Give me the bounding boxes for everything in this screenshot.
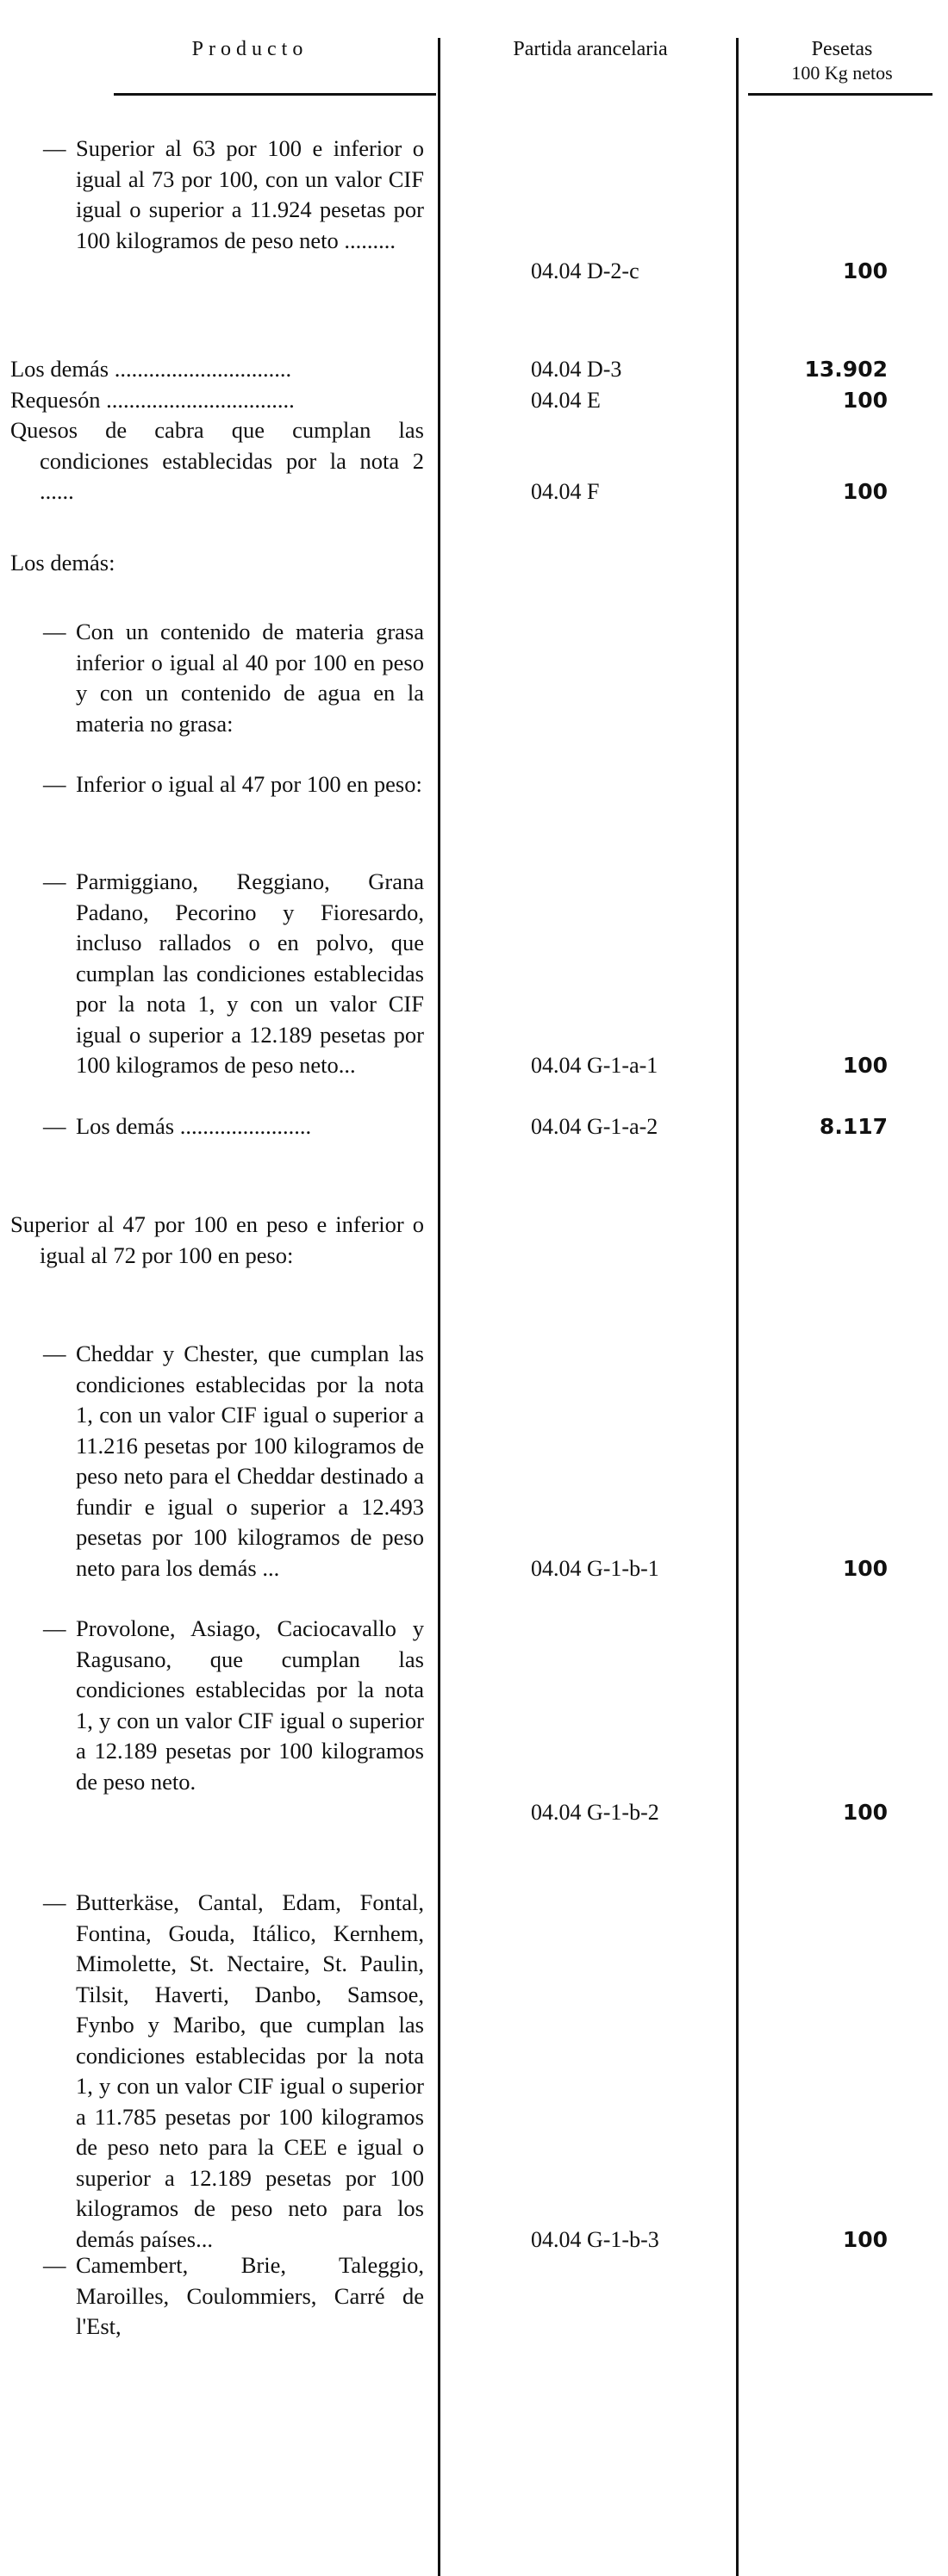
product-text: Quesos de cabra que cumplan las condiciones establecidas por la nota 2 ......	[10, 417, 424, 504]
tariff-code: 04.04 G-1-b-3	[531, 2226, 659, 2252]
header-product: Producto	[191, 38, 309, 60]
tariff-code: 04.04 E	[531, 388, 601, 413]
product-text: Superior al 47 por 100 en peso e inferior o igual al 72 por 100 en peso:	[10, 1211, 424, 1268]
em-dash-marker: —	[43, 619, 66, 644]
product-text: Cheddar y Chester, que cumplan las condiciones establecidas por la nota 1, con un valor CIF igual o superior a 11.216 pesetas por 100 kilogramos de peso neto para el Cheddar destinado a fundir e igual o superior a 12.493 pesetas por 100 kilogramos de peso neto para los demás ...	[76, 1341, 424, 1581]
product-description	[43, 2250, 424, 2343]
em-dash-marker: —	[43, 868, 66, 894]
product-text: Superior al 63 por 100 e inferior o igual al 73 por 100, con un valor CIF igual o superior a 11.924 pesetas por 100 kilogramos de peso neto .........	[76, 135, 424, 253]
em-dash-marker: —	[43, 1889, 66, 1915]
product-text: Con un contenido de materia grasa inferior o igual al 40 por 100 en peso y con un contenido de agua en la materia no grasa:	[76, 619, 424, 737]
product-description	[43, 1614, 424, 1797]
em-dash-marker: —	[43, 1113, 66, 1139]
product-description	[43, 617, 424, 739]
product-description	[43, 769, 424, 800]
product-description	[10, 548, 424, 579]
pesetas-value: 8.117	[819, 1114, 888, 1139]
pesetas-value: 100	[842, 1555, 888, 1581]
header-unit: 100 Kg netos	[791, 62, 893, 84]
product-description	[43, 867, 424, 1081]
product-description	[10, 1210, 424, 1271]
pesetas-value: 100	[842, 1053, 888, 1078]
tariff-code: 04.04 F	[531, 479, 600, 504]
tariff-code: 04.04 D-3	[531, 357, 622, 382]
product-description	[10, 415, 424, 507]
pesetas-value: 100	[842, 258, 888, 283]
tariff-code: 04.04 D-2-c	[531, 258, 639, 283]
em-dash-marker: —	[43, 1341, 66, 1366]
product-description	[10, 354, 424, 385]
product-text: Parmiggiano, Reggiano, Grana Padano, Pecorino y Fioresardo, incluso rallados o en polvo, que cumplan las condiciones establecidas por la nota 1, y con un valor CIF igual o superior a 12.189 pesetas por 100 kilogramos de peso neto...	[76, 868, 424, 1078]
pesetas-value: 100	[842, 388, 888, 413]
product-description	[10, 385, 424, 416]
product-text: Requesón .................................	[10, 387, 295, 413]
product-text: Butterkäse, Cantal, Edam, Fontal, Fontina, Gouda, Itálico, Kernhem, Mimolette, St. Nectaire, St. Paulin, Tilsit, Haverti, Danbo, Samsoe, Fynbo y Maribo, que cumplan las condiciones establecidas por la nota 1, y con un valor CIF igual o superior a 11.785 pesetas por 100 kilogramos de peso neto para la CEE e igual o superior a 12.189 pesetas por 100 kilogramos de peso neto para los demás países...	[76, 1889, 424, 2252]
header-partida: Partida arancelaria	[513, 38, 668, 60]
product-text: Inferior o igual al 47 por 100 en peso:	[76, 771, 422, 797]
product-text: Los demás ...............................	[10, 356, 292, 382]
em-dash-marker: —	[43, 135, 66, 161]
product-description	[43, 134, 424, 256]
pesetas-value: 100	[842, 479, 888, 504]
product-description	[43, 1339, 424, 1584]
tariff-code: 04.04 G-1-b-1	[531, 1555, 659, 1581]
pesetas-value: 100	[842, 1800, 888, 1825]
tariff-code: 04.04 G-1-a-1	[531, 1053, 658, 1078]
pesetas-value: 100	[842, 2226, 888, 2252]
em-dash-marker: —	[43, 771, 66, 797]
tariff-code: 04.04 G-1-b-2	[531, 1800, 659, 1825]
product-text: Los demás .......................	[76, 1113, 312, 1139]
tariff-code: 04.04 G-1-a-2	[531, 1114, 658, 1139]
em-dash-marker: —	[43, 1615, 66, 1641]
pesetas-value: 13.902	[804, 357, 888, 382]
product-description	[43, 1111, 424, 1142]
product-description	[43, 1888, 424, 2255]
em-dash-marker: —	[43, 2252, 66, 2278]
product-text: Provolone, Asiago, Caciocavallo y Ragusano, que cumplan las condiciones establecidas por la nota 1, y con un valor CIF igual o superior a 12.189 pesetas por 100 kilogramos de peso neto.	[76, 1615, 424, 1795]
product-text: Los demás:	[10, 550, 115, 576]
header-pesetas: Pesetas	[811, 38, 873, 60]
product-text: Camembert, Brie, Taleggio, Maroilles, Coulommiers, Carré de l'Est,	[76, 2252, 424, 2339]
